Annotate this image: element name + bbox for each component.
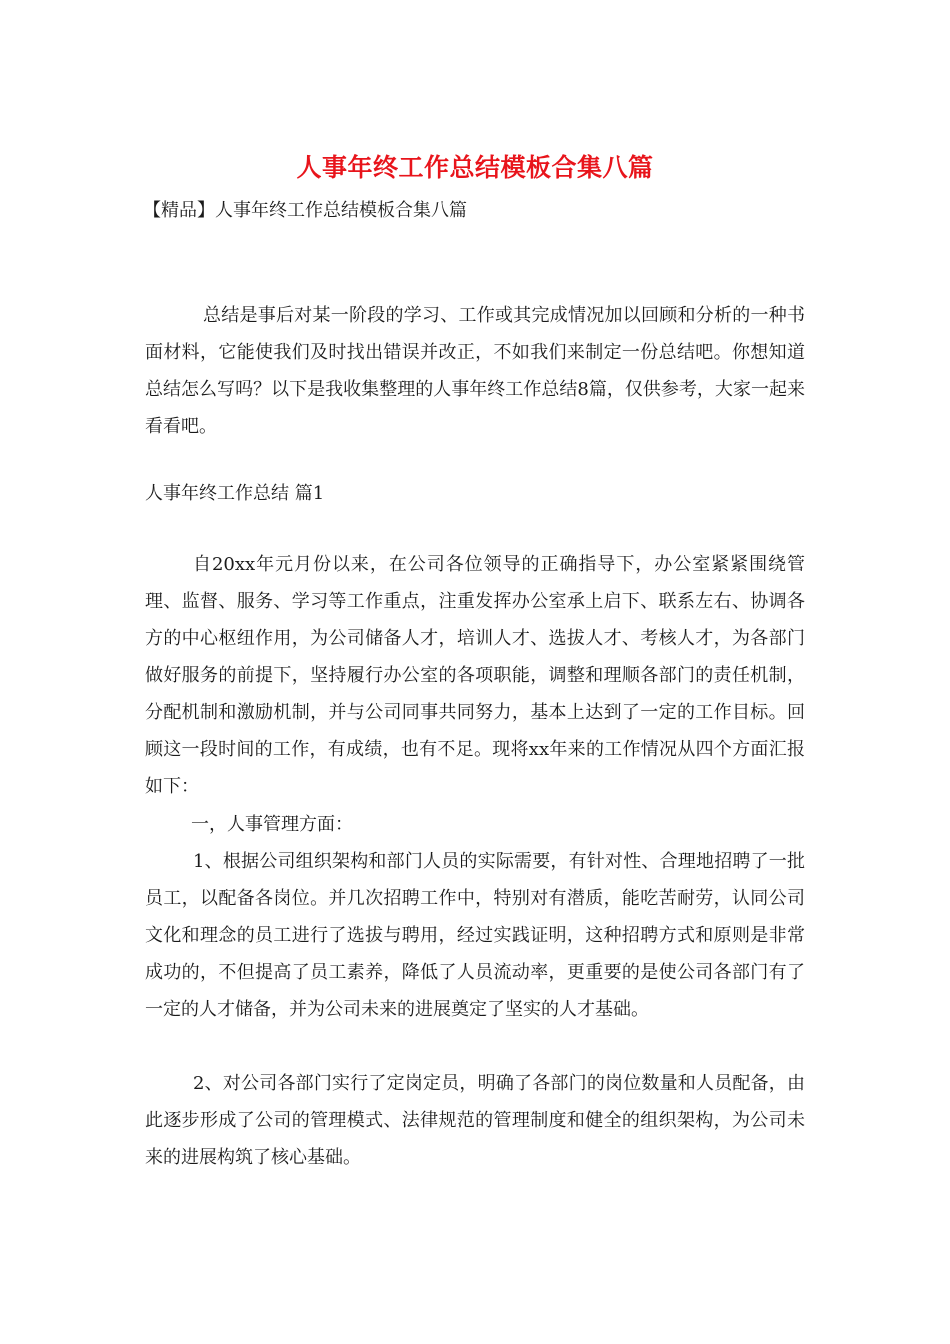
intro-paragraph: 总结是事后对某一阶段的学习、工作或其完成情况加以回顾和分析的一种书面材料，它能使我们及时找出错误并改正，不如我们来制定一份总结吧。你想知道总结怎么写吗？以下是我收集整理的人事年终工作总结8篇，仅供参考，大家一起来看看吧。 — [145, 305, 805, 437]
body-paragraph-3: 2、对公司各部门实行了定岗定员，明确了各部门的岗位数量和人员配备，由此逐步形成了公司的管理模式、法律规范的管理制度和健全的组织架构，为公司未来的进展构筑了核心基础。 — [145, 1073, 805, 1168]
document-title: 人事年终工作总结模板合集八篇 — [296, 153, 654, 182]
document-subtitle: 【精品】人事年终工作总结模板合集八篇 — [143, 200, 467, 221]
body-paragraph-1: 自20xx年元月份以来，在公司各位领导的正确指导下，办公室紧紧围绕管理、监督、服务、学习等工作重点，注重发挥办公室承上启下、联系左右、协调各方的中心枢纽作用，为公司储备人才，培训人才、选拔人才、考核人才，为各部门做好服务的前提下，坚持履行办公室的各项职能，调整和理顺各部门的责任机制，分配机制和激励机制，并与公司同事共同努力，基本上达到了一定的工作目标。回顾这一段时间的工作，有成绩，也有不足。现将xx年来的工作情况从四个方面汇报如下： — [145, 554, 805, 797]
body-paragraph-2: 1、根据公司组织架构和部门人员的实际需要，有针对性、合理地招聘了一批员工，以配备各岗位。并几次招聘工作中，特别对有潜质，能吃苦耐劳，认同公司文化和理念的员工进行了选拔与聘用，经过实践证明，这种招聘方式和原则是非常成功的，不但提高了员工素养，降低了人员流动率，更重要的是使公司各部门有了一定的人才储备，并为公司未来的进展奠定了坚实的人才基础。 — [145, 851, 805, 1020]
sub-heading: 一，人事管理方面： — [191, 814, 353, 835]
section-heading: 人事年终工作总结 篇1 — [145, 483, 325, 504]
